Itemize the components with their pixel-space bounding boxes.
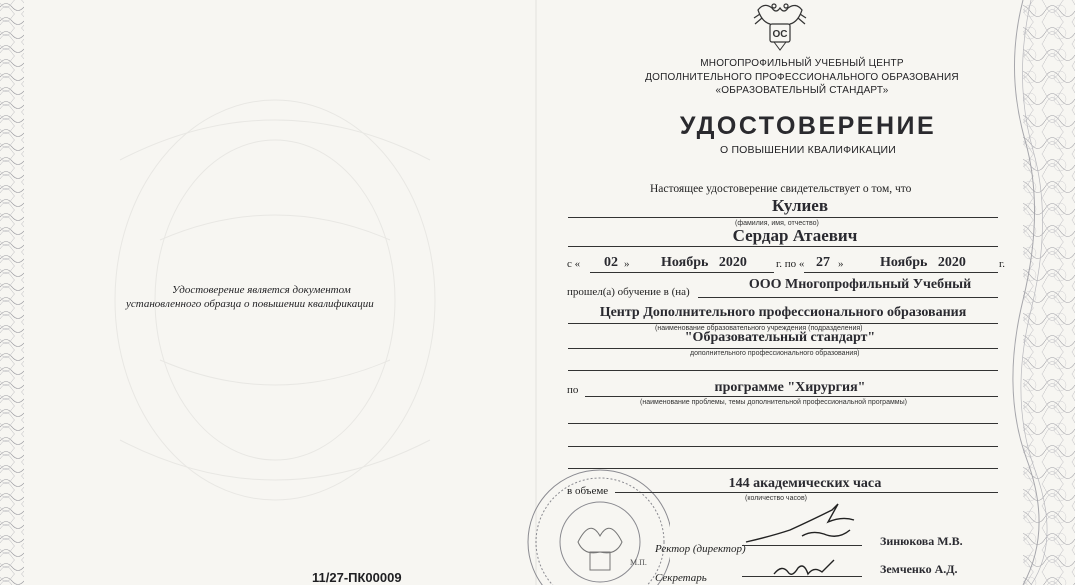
secretary-signature-icon: [770, 556, 840, 585]
rector-name: Зинюкова М.В.: [880, 534, 963, 548]
institution-hint-2: дополнительного профессионального образования): [690, 350, 860, 357]
emblem-text: ОС: [772, 29, 788, 40]
program-rule: [585, 396, 998, 397]
program-hint: (наименование проблемы, темы дополнительной профессиональной программы): [640, 399, 907, 406]
org-line-3: «ОБРАЗОВАТЕЛЬНЫЙ СТАНДАРТ»: [715, 85, 889, 96]
rector-label: Ректор (директор): [655, 543, 746, 555]
volume-label: в объеме: [567, 485, 609, 497]
name-line: [568, 246, 998, 247]
document-subtitle: О ПОВЫШЕНИИ КВАЛИФИКАЦИИ: [719, 144, 897, 156]
date-from-close: »: [624, 258, 630, 270]
registration-number: 11/27-ПК00009: [312, 570, 402, 585]
institution-line-2-rule: [568, 323, 998, 324]
name-value: Сердар Атаевич: [732, 226, 858, 245]
left-ornament-border: [0, 0, 24, 585]
program-value: программе "Хирургия": [714, 380, 866, 395]
institution-line-1: ООО Многопрофильный Учебный: [748, 277, 972, 292]
org-line-1: МНОГОПРОФИЛЬНЫЙ УЧЕБНЫЙ ЦЕНТР: [700, 58, 904, 69]
date-from-prefix: с «: [567, 258, 581, 270]
institution-line-1-rule: [698, 297, 998, 298]
seal-stamp-icon: [520, 452, 670, 585]
hours-hint: (количество часов): [745, 495, 807, 502]
left-note-line-1: Удостоверение является документом: [172, 284, 351, 296]
institution-line-2: Центр Дополнительного профессионального образования: [599, 305, 967, 320]
secretary-label: Секретарь: [655, 572, 707, 584]
surname-value: Кулиев: [771, 196, 829, 215]
blank-line-2: [568, 423, 998, 424]
date-to-month-year: Ноябрь 2020: [880, 255, 966, 270]
eagle-emblem-icon: [750, 0, 810, 52]
institution-hint-1: (наименование образовательного учреждения (подразделения): [655, 325, 863, 332]
date-to-close: »: [838, 258, 844, 270]
left-note-line-2: установленного образца о повышении квалификации: [126, 298, 374, 310]
trained-at-label: прошел(а) обучение в (на): [567, 286, 690, 298]
document-title: УДОСТОВЕРЕНИЕ: [679, 112, 937, 140]
date-from-month-year: Ноябрь 2020: [661, 255, 747, 270]
stamp-mp-text: М.П.: [630, 558, 647, 567]
rector-signature-icon: [742, 500, 862, 550]
date-from-day: 02: [604, 255, 618, 270]
blank-line-3: [568, 446, 998, 447]
fio-hint: (фамилия, имя, отчество): [735, 220, 819, 227]
date-to-day: 27: [816, 255, 830, 270]
po-label: по: [567, 384, 579, 396]
org-line-2: ДОПОЛНИТЕЛЬНОГО ПРОФЕССИОНАЛЬНОГО ОБРАЗОВАНИЯ: [645, 72, 959, 83]
date-to-prefix: г. по «: [776, 258, 805, 270]
institution-line-3-rule: [568, 348, 998, 349]
date-to-line: [804, 272, 998, 273]
hours-value: 144 академических часа: [728, 476, 882, 491]
blank-line-1: [568, 370, 998, 371]
surname-line: [568, 217, 998, 218]
date-from-line: [590, 272, 774, 273]
intro-text: Настоящее удостоверение свидетельствует о том, что: [650, 183, 912, 195]
secretary-sign-line: [742, 576, 862, 577]
institution-line-3: "Образовательный стандарт": [684, 330, 876, 345]
secretary-name: Земченко А.Д.: [880, 562, 958, 576]
date-to-suffix: г.: [999, 258, 1006, 270]
hours-rule: [615, 492, 998, 493]
rector-sign-line: [742, 545, 862, 546]
